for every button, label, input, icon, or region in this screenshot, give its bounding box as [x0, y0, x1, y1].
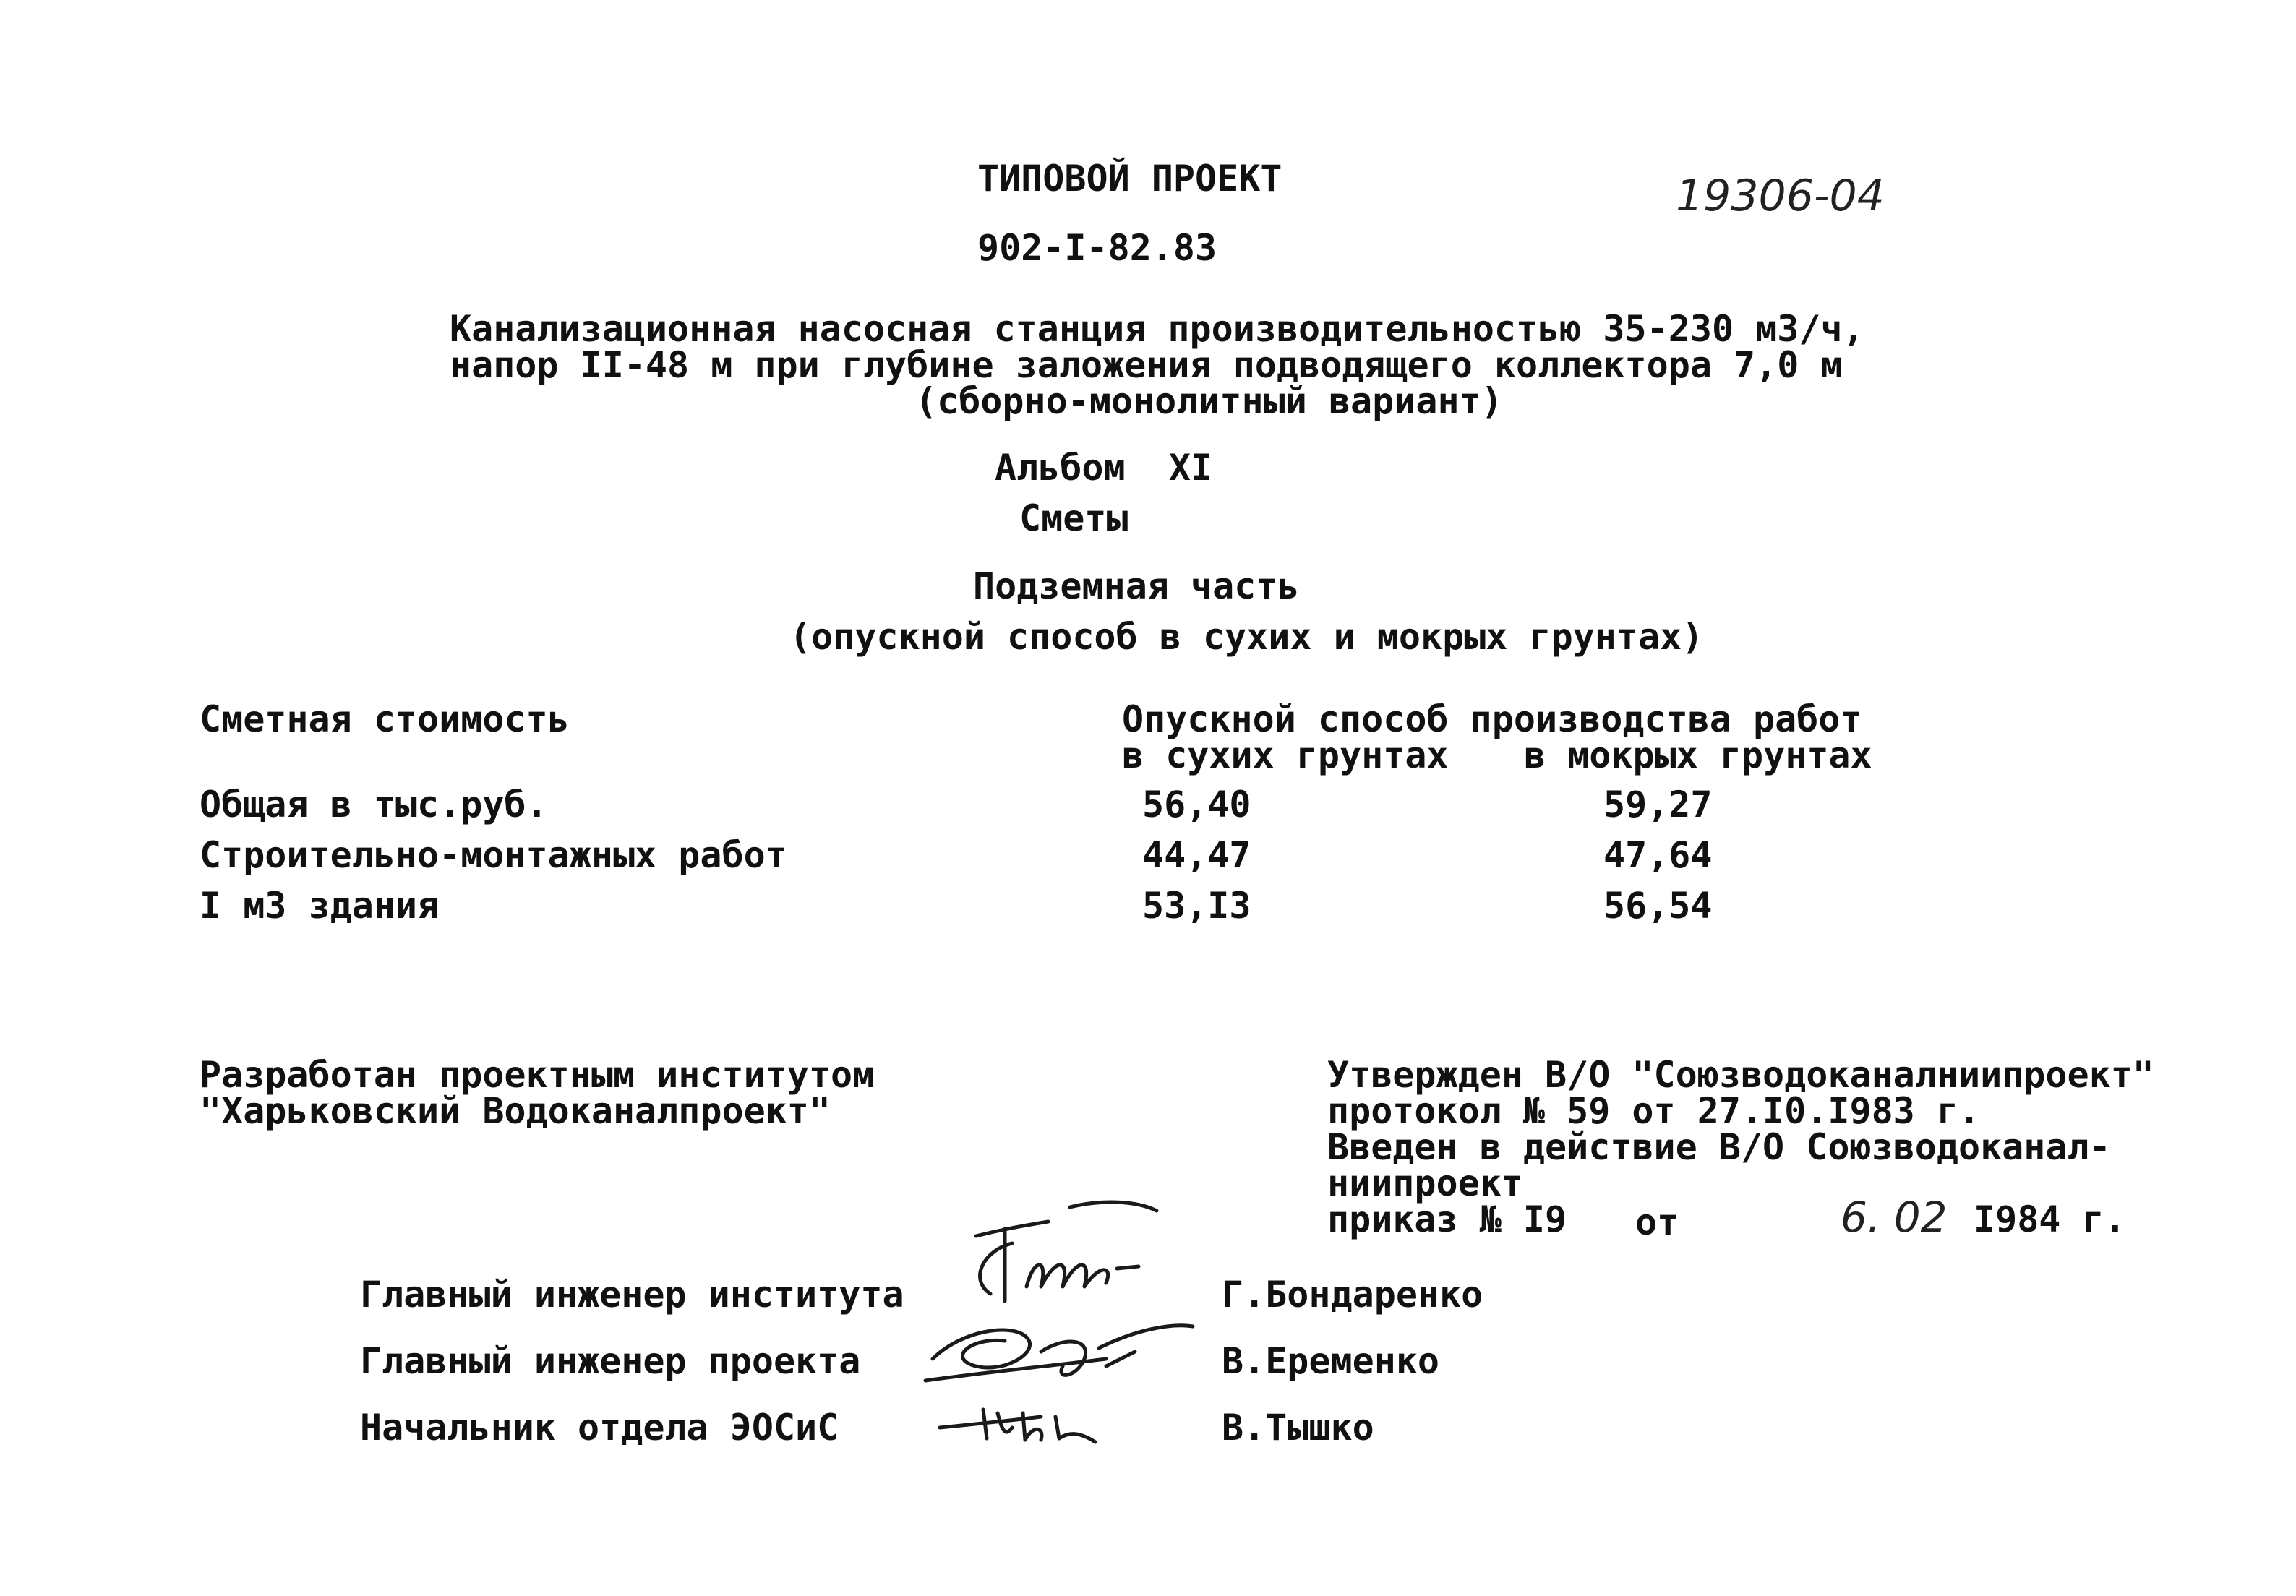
- order-day-month: 6. 02: [1841, 1193, 1948, 1242]
- title-line-3: (сборно-монолитный вариант): [915, 380, 1503, 422]
- signature-name: В.Тышко: [1222, 1407, 1374, 1449]
- album-part: Подземная часть: [973, 565, 1300, 607]
- row-value-wet: 56,54: [1603, 885, 1713, 927]
- column-header-dry: в сухих грунтах: [1122, 734, 1449, 776]
- row-name: Общая в тыс.руб.: [200, 784, 548, 825]
- cost-table-header: Опускной способ производства работ: [1122, 698, 1862, 740]
- doc-type-heading: ТИПОВОЙ ПРОЕКТ: [977, 158, 1282, 200]
- approval-line-1: Утвержден В/О "Союзводоканалниипроект": [1327, 1054, 2154, 1096]
- signature-role: Главный инженер проекта: [360, 1340, 861, 1382]
- signature-name: Г.Бондаренко: [1222, 1274, 1483, 1316]
- project-number: 902-I-82.83: [977, 227, 1217, 269]
- title-line-1: Канализационная насосная станция производительностью 35-230 м3/ч,: [450, 308, 1864, 350]
- developer-line-2: "Харьковский Водоканалпроект": [200, 1090, 831, 1132]
- signature-name: В.Еременко: [1222, 1340, 1440, 1382]
- row-value-dry: 56,40: [1142, 784, 1251, 825]
- order-label: приказ № I9: [1327, 1198, 1567, 1240]
- approval-line-4: ниипроект: [1327, 1162, 1523, 1204]
- cost-table-label: Сметная стоимость: [200, 698, 570, 740]
- album-subject: Сметы: [1019, 497, 1128, 539]
- developer-line-1: Разработан проектным институтом: [200, 1054, 875, 1096]
- handwritten-signature-1: [961, 1200, 1178, 1316]
- album-label: Альбом XI: [995, 447, 1213, 489]
- row-value-wet: 59,27: [1603, 784, 1713, 825]
- order-year: I984 г.: [1974, 1198, 2126, 1240]
- row-name: I м3 здания: [200, 885, 440, 927]
- inventory-number: 19306-04: [1676, 171, 1885, 221]
- column-header-wet: в мокрых грунтах: [1524, 734, 1872, 776]
- approval-line-2: протокол № 59 от 27.I0.I983 г.: [1327, 1090, 1981, 1132]
- signature-role: Начальник отдела ЭОСиС: [360, 1407, 839, 1449]
- row-value-dry: 53,I3: [1142, 885, 1251, 927]
- signature-role: Главный инженер института: [360, 1274, 904, 1316]
- row-name: Строительно-монтажных работ: [200, 834, 787, 876]
- album-part-note: (опускной способ в сухих и мокрых грунтах): [789, 616, 1704, 658]
- approval-line-3: Введен в действие В/О Союзводоканал-: [1327, 1126, 2111, 1168]
- title-line-2: напор II-48 м при глубине заложения подводящего коллектора 7,0 м: [450, 344, 1843, 386]
- order-from: от: [1635, 1201, 1679, 1243]
- row-value-dry: 44,47: [1142, 834, 1251, 876]
- handwritten-signature-3: [933, 1388, 1121, 1453]
- row-value-wet: 47,64: [1603, 834, 1713, 876]
